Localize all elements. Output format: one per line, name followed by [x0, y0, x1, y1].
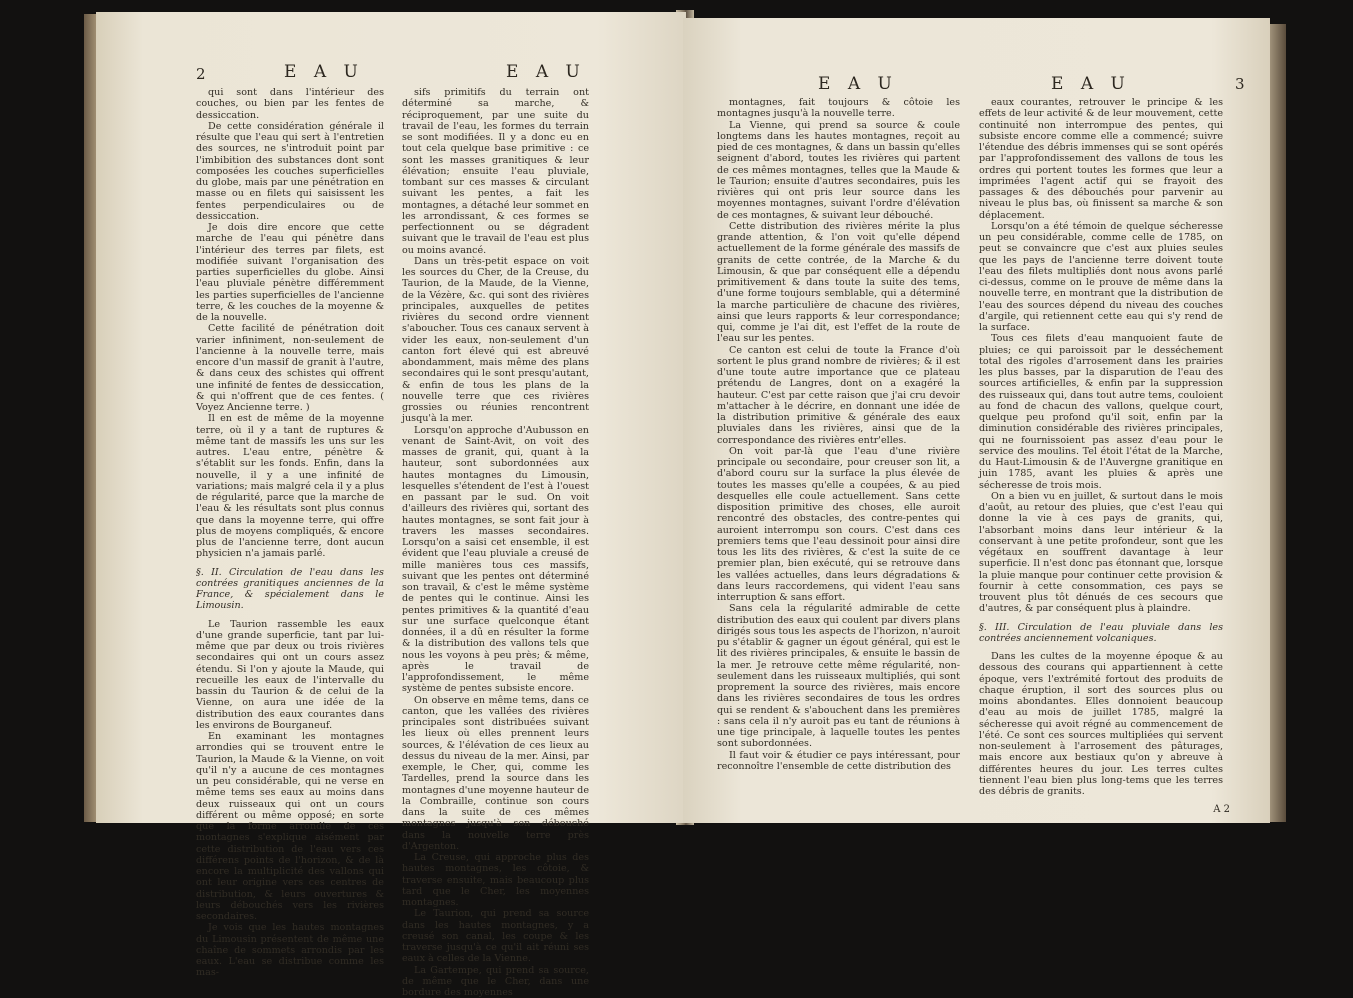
left-page-column-1 — [196, 87, 384, 979]
section-heading: §. II. Circulation de l'eau dans les contrées granitiques anciennes de la France, & spécialement dans le Limousin. — [196, 567, 384, 612]
paragraph: Je dois dire encore que cette marche de l'eau qui pénètre dans l'intérieur des terres par filets, est modifiée suivant l'organisation des parties superficielles du globe. Ainsi l'eau pluviale pénètre différemment les parties superficielles de l'ancienne terre, & les couches de la moyenne & de la nouvelle. — [196, 222, 384, 323]
page-number: 2 — [196, 65, 206, 83]
paragraph: qui sont dans l'intérieur des couches, ou bien par les fentes de dessiccation. — [196, 87, 384, 121]
paragraph: Il en est de même de la moyenne terre, où il y a tant de ruptures & même tant de massifs les uns sur les autres. L'eau entre, pénètre & s'établit sur les fonds. Enfin, dans la nouvelle, il y a une infinité de variations; mais malgré cela il y a plus de régularité, parce que la marche de l'eau & les résultats sont plus connus que dans la moyenne terre, qui offre plus de moyens compliqués, & encore plus de l'ancienne terre, dont aucun physicien n'a jamais parlé. — [196, 413, 384, 559]
paragraph: De cette considération générale il résulte que l'eau qui sert à l'entretien des sources, ne s'introduit point par l'imbibition des substances dont sont composées les couches superficielles du globe, mais par une pénétration en masse ou en filets qui saisissent les fentes perpendiculaires ou de dessiccation. — [196, 121, 384, 222]
paragraph: sifs primitifs du terrain ont déterminé sa marche, & réciproquement, par une suite du travail de l'eau, les formes du terrain se sont modifiées. Il y a donc eu en tout cela quelque base primitive : ce sont les masses granitiques & leur élévation; ensuite l'eau pluviale, tombant sur ces masses & circulant suivant les pentes, a fait les montagnes, a détaché leur sommet en les arrondissant, & ces formes se perfectionnent ou se dégradent suivant que le travail de l'eau est plus ou moins avancé. — [402, 87, 589, 256]
section-heading: §. III. Circulation de l'eau pluviale dans les contrées anciennement volcaniques. — [979, 622, 1223, 645]
paragraph: On voit par-là que l'eau d'une rivière principale ou secondaire, pour creuser son lit, a d'abord couru sur la surface la plus élevée de toutes les masses qu'elle a coupées, & au pied desquelles elle coule actuellement. Sans cette disposition primitive des choses, elle auroit rencontré des obstacles, des contre-pentes qui auroient interrompu son cours. C'est dans ces premiers tems que l'eau dessinoit pour ainsi dire tous les lits des rivières, & c'est la suite de ce premier plan, bien exécuté, qui se retrouve dans les vallées actuelles, dans leurs dégradations & dans leurs raccordemens, qui vident l'eau sans interruption & sans effort. — [717, 446, 960, 604]
paragraph: Le Taurion rassemble les eaux d'une grande superficie, tant par lui-même que par deux ou trois rivières secondaires qui ont un cours assez étendu. Si l'on y ajoute la Maude, qui recueille les eaux de l'intervalle du bassin du Taurion & de celui de la Vienne, on aura une idée de la distribution des eaux courantes dans les environs de Bourganeuf. — [196, 619, 384, 732]
paragraph: Il faut voir & étudier ce pays intéressant, pour reconnoître l'ensemble de cette distribution des — [717, 750, 960, 773]
signature-mark: A 2 — [1213, 804, 1230, 815]
page-number: 3 — [1235, 75, 1245, 93]
running-head-right: E A U — [506, 62, 586, 82]
paragraph: Lorsqu'on approche d'Aubusson en venant de Saint-Avit, on voit des masses de granit, qui, quant à la hauteur, sont subordonnées aux hautes montagnes du Limousin, lesquelles s'étendent de l'est à l'ouest en passant par le sud. On voit d'ailleurs des rivières qui, sortant des hautes montagnes, se sont fait jour à travers les masses secondaires. Lorsqu'on a saisi cet ensemble, il est évident que l'eau pluviale a creusé de mille manières tous ces massifs, suivant que les pentes ont déterminé son travail, & c'est le même système de pentes qui le continue. Ainsi les pentes primitives & la quantité d'eau sur une surface quelconque étant données, il a dû en résulter la forme & la distribution des vallons tels que nous les voyons à peu près; & même, après le travail de l'approfondissement, le même système de pentes subsiste encore. — [402, 425, 589, 695]
left-page — [96, 12, 686, 823]
right-page-column-1 — [717, 97, 960, 772]
paragraph: Ce canton est celui de toute la France d'où sortent le plus grand nombre de rivières; & il est d'une toute autre importance que ce plateau prétendu de Langres, dont on a exagéré la hauteur. C'est par cette raison que j'ai cru devoir m'attacher à le décrire, en donnant une idée de la distribution primitive & générale des eaux pluviales dans les rivières, ainsi que de la correspondance des rivières entr'elles. — [717, 345, 960, 446]
paragraph: La Vienne, qui prend sa source & coule longtems dans les hautes montagnes, reçoit au pied de ces montagnes, & dans un bassin qu'elles seignent d'abord, toutes les rivières qui partent de ces mêmes montagnes, telles que la Maude & le Taurion; ensuite d'autres secondaires, puis les rivières qui ont pris leur source dans les moyennes montagnes, suivant l'ordre d'élévation de ces montagnes, & suivant leur débouché. — [717, 120, 960, 221]
paragraph: En examinant les montagnes arrondies qui se trouvent entre le Taurion, la Maude & la Vienne, on voit qu'il n'y a aucune de ces montagnes un peu considérable, qui ne verse en même tems ses eaux au moins dans deux ruisseaux qui ont un cours différent ou même opposé; en sorte que la forme arrondie de ces montagnes s'explique aisément par cette distribution de l'eau vers ces différens points de l'horizon, & de là encore la multiplicité des vallons qui ont leur origine vers ces centres de distribution, & leurs ouvertures & leurs débouchés vers les rivières secondaires. — [196, 731, 384, 922]
running-head-left: E A U — [818, 74, 898, 94]
paragraph: Cette distribution des rivières mérite la plus grande attention, & l'on voit qu'elle dépend actuellement de la forme générale des massifs de granits de cette contrée, de la Marche & du Limousin, & que par conséquent elle a dépendu primitivement & dans toute la suite des tems, d'une forme toujours semblable, qui a déterminé la marche particulière de chacune des rivières, ainsi que leurs rapports & leur correspondance; qui, comme je l'ai dit, est l'effet de la route de l'eau sur les pentes. — [717, 221, 960, 345]
paragraph: La Gartempe, qui prend sa source, de même que le Cher, dans une bordure des moyennes — [402, 965, 589, 998]
left-page-column-2 — [402, 87, 589, 998]
right-page — [683, 18, 1270, 823]
paragraph: Lorsqu'on a été témoin de quelque sécheresse un peu considérable, comme celle de 1785, on peut se convaincre que c'est aux pluies seules que les pays de l'ancienne terre doivent toute l'eau des filets multipliés dont nous avons parlé ci-dessus, comme on le prouve de même dans la nouvelle terre, en montrant que la distribution de l'eau des sources dépend du niveau des couches d'argile, qui retiennent cette eau qui s'y rend de la surface. — [979, 221, 1223, 334]
right-page-column-2 — [979, 97, 1223, 797]
right-book-edge — [1268, 24, 1286, 822]
paragraph: La Creuse, qui approche plus des hautes montagnes, les côtoie, & traverse ensuite, mais beaucoup plus tard que le Cher, les moyennes montagnes. — [402, 852, 589, 908]
paragraph: Dans les cultes de la moyenne époque & au dessous des courans qui appartiennent à cette époque, vers l'extrémité fortout des produits de chaque éruption, il sort des sources plus ou moins abondantes. Elles donnoient beaucoup d'eau au mois de juillet 1785, malgré la sécheresse qui avoit régné au commencement de l'été. Ce sont ces sources multipliées qui servent non-seulement à l'arrosement des pâturages, mais encore aux bestiaux qu'on y abreuve à différentes heures du jour. Les terres cultes tiennent l'eau bien plus long-tems que les terres des débris de granits. — [979, 651, 1223, 797]
paragraph: Tous ces filets d'eau manquoient faute de pluies; ce qui paroissoit par le desséchement total des rigoles d'arrosement dans les prairies les plus basses, par la disparution de l'eau des sources artificielles, & enfin par la suppression des ruisseaux qui, dans tout autre tems, couloient au fond de chacun des vallons, quelque court, quelque peu profond qu'il soit, enfin par la diminution considérable des rivières principales, qui ne fournissoient pas assez d'eau pour le service des moulins. Tel étoit l'état de la Marche, du Haut-Limousin & de l'Auvergne granitique en juin 1785, avant les pluies & après une sécheresse de trois mois. — [979, 333, 1223, 491]
paragraph: Cette facilité de pénétration doit varier infiniment, non-seulement de l'ancienne à la nouvelle terre, mais encore d'un massif de granit à l'autre, & dans ceux des schistes qui offrent une infinité de fentes de dessiccation, & qui n'offrent que de ces fentes. ( Voyez Ancienne terre. ) — [196, 323, 384, 413]
paragraph: On a bien vu en juillet, & surtout dans le mois d'août, au retour des pluies, que c'est l'eau qui donne la vie à ces pays de granits, qui, l'absorbant moins dans leur intérieur & la conservant à une petite profondeur, sont que les végétaux en souffrent davantage à leur superficie. Il n'est donc pas étonnant que, lorsque la pluie manque pour continuer cette provision & fournir à cette consommation, ces pays se trouvent plus tôt dénués de ces secours que d'autres, & par conséquent plus à plaindre. — [979, 491, 1223, 615]
running-head-right: E A U — [1051, 74, 1131, 94]
paragraph: Je vois que les hautes montagnes du Limousin présentent de même une chaîne de sommets arrondis par les eaux. L'eau se distribue comme les mas- — [196, 922, 384, 978]
paragraph: Dans un très-petit espace on voit les sources du Cher, de la Creuse, du Taurion, de la Maude, de la Vienne, de la Vézère, &c. qui sont des rivières principales, auxquelles de petites rivières du second ordre viennent s'aboucher. Tous ces canaux servent à vider les eaux, non-seulement d'un canton fort élevé qui est abreuvé abondamment, mais même des plans secondaires qui le sont presqu'autant, & enfin de tous les plans de la nouvelle terre que ces rivières grossies ou réunies rencontrent jusqu'à la mer. — [402, 256, 589, 425]
paragraph: Sans cela la régularité admirable de cette distribution des eaux qui coulent par divers plans dirigés sous tous les aspects de l'horizon, n'auroit pu s'établir & gagner un égout général, qui est le lit des rivières principales, & ensuite le bassin de la mer. Je retrouve cette même régularité, non-seulement dans les ruisseaux multipliés, qui sont proprement la source des rivières, mais encore dans les rivières secondaires de tous les ordres qui se rendent & s'abouchent dans les premières : sans cela il n'y auroit pas eu tant de réunions à une tige principale, à laquelle toutes les pentes sont subordonnées. — [717, 603, 960, 749]
paragraph: eaux courantes, retrouver le principe & les effets de leur activité & de leur mouvement, cette continuité non interrompue des pentes, qui subsiste encore comme elle a commencé; suivre l'étendue des débris immenses qui se sont opérés par l'approfondissement des vallons de tous les ordres qui portent toutes les formes que leur a imprimées l'agent actif qui se frayoit des passages & des débouchés pour parvenir au niveau le plus bas, où finissent sa marche & son déplacement. — [979, 97, 1223, 221]
paragraph: Le Taurion, qui prend sa source dans les hautes montagnes, y a creusé son canal, les coupe & les traverse jusqu'à ce qu'il ait réuni ses eaux à celles de la Vienne. — [402, 908, 589, 964]
running-head-left: E A U — [284, 62, 364, 82]
paragraph: On observe en même tems, dans ce canton, que les vallées des rivières principales sont distribuées suivant les lieux où elles prennent leurs sources, & l'élévation de ces lieux au dessus du niveau de la mer. Ainsi, par exemple, le Cher, qui, comme les Tardelles, prend la source dans les montagnes d'une moyenne hauteur de la Combraille, continue son cours dans la suite de ces mêmes montagnes jusqu'à son débouché dans la nouvelle terre près d'Argenton. — [402, 695, 589, 853]
paragraph: montagnes, fait toujours & côtoie les montagnes jusqu'à la nouvelle terre. — [717, 97, 960, 120]
